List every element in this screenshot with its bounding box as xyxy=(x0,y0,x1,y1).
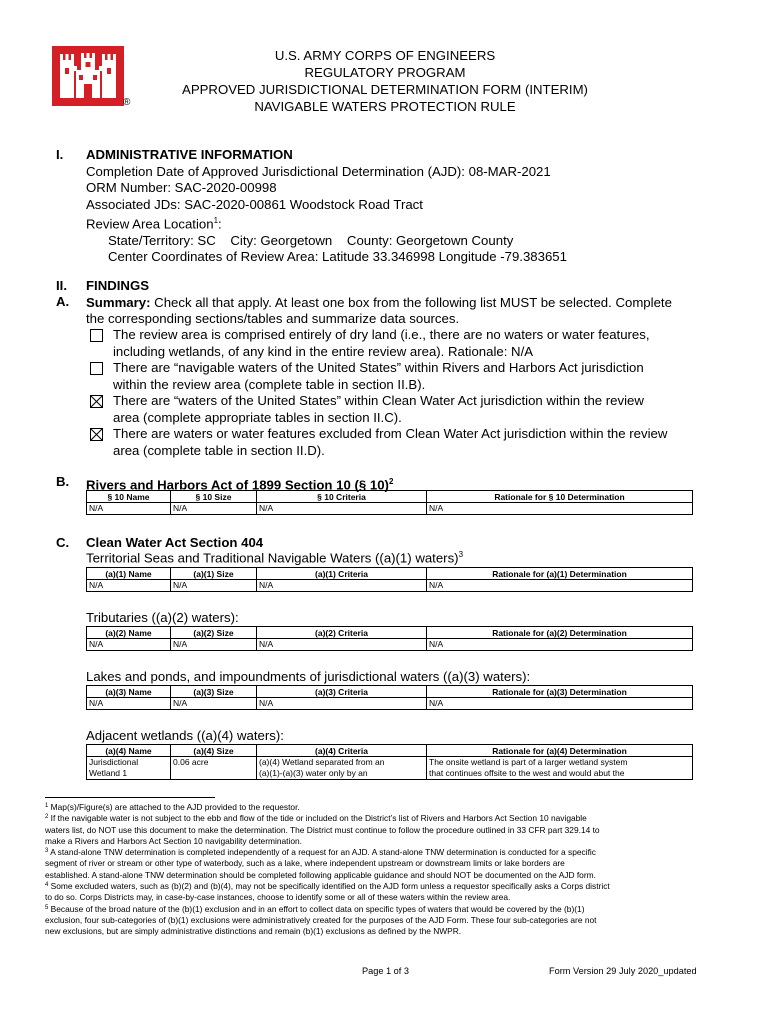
footnote-1: $^1$ Map(s)/Figure(s) are attached to the AJD provided to the requestor. xyxy=(45,802,300,812)
state-city-county: State/Territory: SC City: Georgetown County: Georgetown County xyxy=(108,232,514,248)
a4-table: (a)(4) Name (a)(4) Size (a)(4) Criteria Rationale for (a)(4) Determination Jurisdictional Wetland 1 0.06 acre (a)(4) Wetland separated from an (a)(1)-(a)(3) water only by an The onsite wetland is part of a larger wetland system that continues offsite to the west and would abut the xyxy=(86,744,693,780)
section-2b-letter: B. xyxy=(56,474,70,489)
checked-box-icon[interactable] xyxy=(90,428,103,441)
rha-section-10-title: Rivers and Harbors Act of 1899 Section 10 (§ 10)$^2$ xyxy=(86,477,394,493)
footnote-ref-1: 1 xyxy=(213,216,219,225)
unchecked-box-icon[interactable] xyxy=(90,362,103,375)
header-rule: NAVIGABLE WATERS PROTECTION RULE xyxy=(254,99,516,114)
a2-title: Tributaries ((a)(2) waters): xyxy=(86,610,239,625)
a1-title: Territorial Seas and Traditional Navigable Waters ((a)(1) waters)$^3$ xyxy=(86,550,464,566)
usace-castle-logo xyxy=(52,46,124,106)
a3-table: (a)(3) Name (a)(3) Size (a)(3) Criteria Rationale for (a)(3) Determination N/A N/A N/A N/A xyxy=(86,685,693,710)
header-program: REGULATORY PROGRAM xyxy=(304,65,466,80)
completion-date: Completion Date of Approved Jurisdictional Determination (AJD): 08-MAR-2021 xyxy=(86,163,551,179)
footnote-4: $^4$ Some excluded waters, such as (b)(2) and (b)(4), may not be specifically identified on the AJD form unless a requestor specifically asks a Corps district xyxy=(45,881,610,892)
section-1 xyxy=(86,147,726,266)
section-2-number: II. xyxy=(56,278,67,293)
section-1-title: ADMINISTRATIVE INFORMATION xyxy=(86,147,293,162)
summary-instructions-2: the corresponding sections/tables and summarize data sources. xyxy=(86,311,460,326)
table-row: N/A N/A N/A N/A xyxy=(87,698,693,710)
associated-jds: Associated JDs: SAC-2020-00861 Woodstock Road Tract xyxy=(86,196,423,212)
table-row: N/A N/A N/A N/A xyxy=(87,639,693,651)
footnote-5: $^5$ Because of the broad nature of the (b)(1) exclusion and in an effort to collect data on specific types of waters that would be covered by the (b)(1) xyxy=(45,903,585,914)
section-2c-letter: C. xyxy=(56,535,70,550)
a3-title: Lakes and ponds, and impoundments of jurisdictional waters ((a)(3) waters): xyxy=(86,669,531,684)
orm-number: ORM Number: SAC-2020-00998 xyxy=(86,180,277,195)
section-2a-letter: A. xyxy=(56,294,70,309)
checked-box-icon[interactable] xyxy=(90,395,103,408)
section-2 xyxy=(86,278,726,328)
form-version: Form Version 29 July 2020_updated xyxy=(549,966,697,976)
section-10-table: § 10 Name § 10 Size § 10 Criteria Rationale for § 10 Determination N/A N/A N/A N/A xyxy=(86,490,693,515)
a1-table: (a)(1) Name (a)(1) Size (a)(1) Criteria Rationale for (a)(1) Determination N/A N/A N/A N/A xyxy=(86,567,693,592)
castle-icon xyxy=(52,46,124,106)
header-agency: U.S. ARMY CORPS OF ENGINEERS xyxy=(274,48,496,63)
a4-title: Adjacent wetlands ((a)(4) waters): xyxy=(86,728,284,743)
footnote-2: $^2$ If the navigable water is not subject to the ebb and flow of the tide or included on the District’s list of Rivers and Harbors Act Section 10 navigable xyxy=(45,813,587,824)
review-area-location: Review Area Location$^1$: xyxy=(86,216,222,232)
footnote-3: $^3$ A stand-alone TNW determination is completed independently of a request for an AJD. A stand-alone TNW determination is conducted for a specific xyxy=(45,847,596,858)
form-header xyxy=(140,47,630,115)
table-row: Jurisdictional Wetland 1 0.06 acre (a)(4) Wetland separated from an (a)(1)-(a)(3) water only by an The onsite wetland is part of a larger wetland system that continues offsite to the west and would abut the xyxy=(87,757,693,780)
a2-table: (a)(2) Name (a)(2) Size (a)(2) Criteria Rationale for (a)(2) Determination N/A N/A N/A N/A xyxy=(86,626,693,651)
table-row: N/A N/A N/A N/A xyxy=(87,503,693,515)
footnotes: $^1$ Map(s)/Figure(s) are attached to the AJD provided to the requestor. $^2$ If the navigable water is not subject to the ebb and flow of the tide or included on the District’s list of Rivers and Harbors Act Section 10 navigable waters list, do NOT use this document to make the determination. The District must continue to follow the procedure outlined in 33 CFR part 329.14 to make a Rivers and Harbors Act Section 10 navigability determination. $^3$ A stand-alone TNW determination is completed independently of a request for an AJD. A stand-alone TNW determination is conducted for a specific segment of river or stream or other type of waterbody, such as a lake, where independent upstream or downstream limits or lake borders are established. A stand-alone TNW determination should be completed following applicable guidance and should NOT be documented on the AJD form. $^4$ Some excluded waters, such as (b)(2) and (b)(4), may not be specifically identified on the AJD form unless a requestor specifically asks a Corps district to do so. Corps Districts may, in case-by-case instances, choose to identify some or all of these waters within the review area. $^5$ Because of the broad nature of the (b)(1) exclusion and in an effort to collect data on specific types of waters that would be covered by the (b)(1) exclusion, four sub-categories of (b)(1) exclusions were administratively created for the purposes of the AJD Form. These four sub-categories are not new exclusions, but are simply administrative distinctions and remain (b)(1) exclusions as defined by the NWPR. xyxy=(45,802,730,938)
table-row: N/A N/A N/A N/A xyxy=(87,580,693,592)
summary-instructions: Summary: Check all that apply. At least one box from the following list MUST be selected. Complete xyxy=(86,294,672,310)
cwa-404-title: Clean Water Act Section 404 xyxy=(86,535,264,550)
footnote-divider xyxy=(45,797,215,798)
unchecked-box-icon[interactable] xyxy=(90,329,103,342)
center-coordinates: Center Coordinates of Review Area: Latitude 33.346998 Longitude -79.383651 xyxy=(108,249,567,265)
page-number: Page 1 of 3 xyxy=(362,966,409,976)
header-form-title: APPROVED JURISDICTIONAL DETERMINATION FORM (INTERIM) xyxy=(182,82,588,97)
section-2-title: FINDINGS xyxy=(86,278,150,293)
registered-mark: ® xyxy=(123,97,131,108)
section-1-number: I. xyxy=(56,147,64,162)
